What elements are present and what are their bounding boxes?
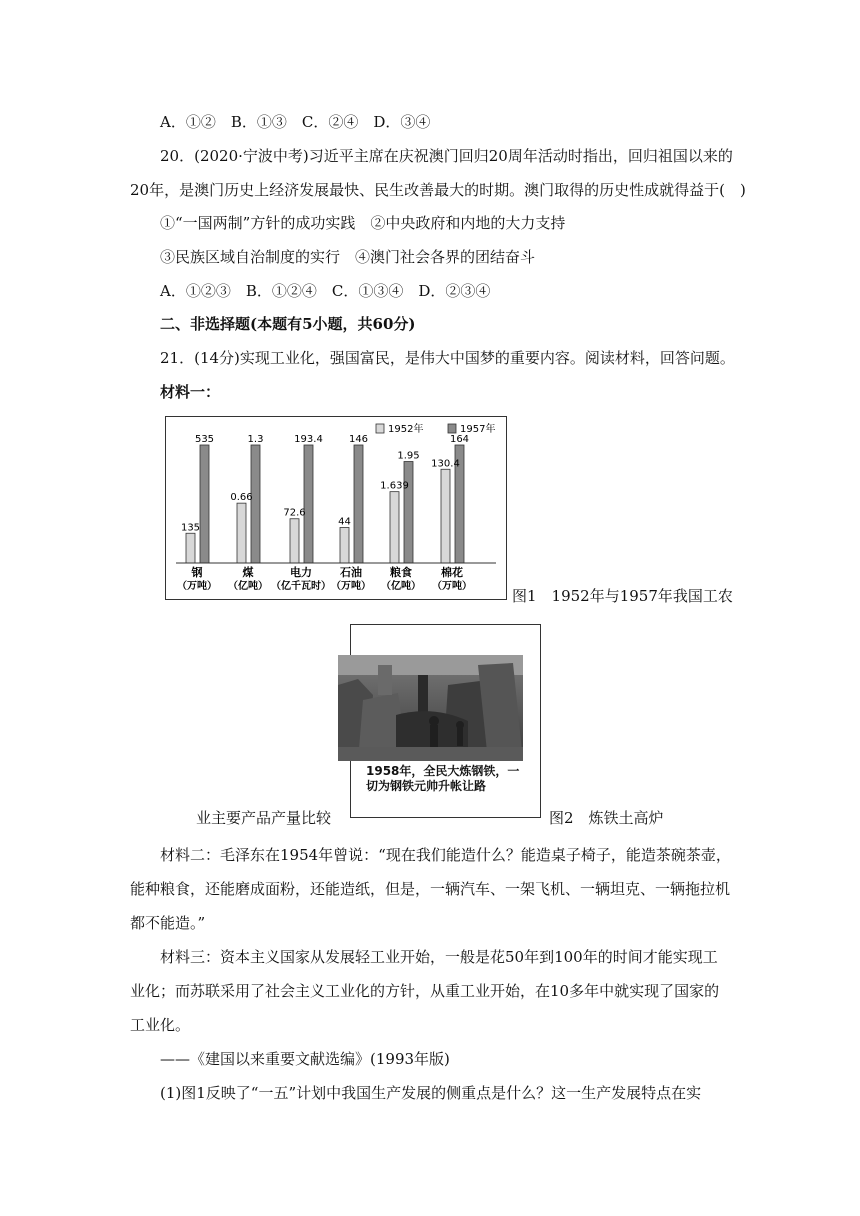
data-label-1957-4: 1.95 xyxy=(397,450,420,462)
unit-label-0: （万吨） xyxy=(177,581,217,592)
figure1-caption-a: 图1 1952年与1957年我国工农 xyxy=(512,587,733,605)
unit-label-2: （亿千瓦时） xyxy=(271,581,331,592)
data-label-1957-2: 193.4 xyxy=(294,434,323,445)
unit-label-5: （万吨） xyxy=(432,581,472,592)
legend-swatch-1952 xyxy=(376,424,384,433)
material3-line3: 工业化。 xyxy=(130,1016,191,1034)
unit-label-1: （亿吨） xyxy=(228,581,268,592)
legend-swatch-1957 xyxy=(448,424,456,433)
category-label-5: 棉花 xyxy=(441,566,463,579)
material1-label: 材料一： xyxy=(160,383,221,401)
data-label-1952-4: 1.639 xyxy=(380,480,409,492)
data-label-1952-5: 130.4 xyxy=(431,458,460,470)
q20-stem-line1: 20．(2020·宁波中考)习近平主席在庆祝澳门回归20周年活动时指出，回归祖国以来的 xyxy=(160,147,733,165)
q21-intro: 21．(14分)实现工业化，强国富民，是伟大中国梦的重要内容。阅读材料，回答问题。 xyxy=(160,349,735,367)
bar-1952-3 xyxy=(340,527,349,563)
bar-1952-4 xyxy=(390,492,399,563)
photo-caption-line2: 切为钢铁元帅升帐让路 xyxy=(366,779,487,793)
source-citation: ——《建国以来重要文献选编》(1993年版) xyxy=(160,1050,450,1068)
bar-1952-5 xyxy=(441,469,450,563)
q20-stem-line2: 20年，是澳门历史上经济发展最快、民生改善最大的时期。澳门取得的历史性成就得益于( ) xyxy=(130,181,746,199)
q21-part1: (1)图1反映了“一五”计划中我国生产发展的侧重点是什么？这一生产发展特点在实 xyxy=(160,1084,702,1102)
data-label-1957-5: 164 xyxy=(449,434,470,445)
unit-label-3: （万吨） xyxy=(331,581,371,592)
q20-items-1-2: ①“一国两制”方针的成功实践 ②中央政府和内地的大力支持 xyxy=(160,214,566,232)
data-label-1952-1: 0.66 xyxy=(230,492,253,504)
data-label-1957-1: 1.3 xyxy=(247,434,264,445)
data-label-1957-3: 146 xyxy=(348,434,369,445)
legend-label-1952: 1952年 xyxy=(388,424,424,435)
material2-line1: 材料二：毛泽东在1954年曾说：“现在我们能造什么？能造桌子椅子，能造茶碗茶壶， xyxy=(160,846,731,864)
material2-line2: 能种粮食，还能磨成面粉，还能造纸，但是，一辆汽车、一架飞机、一辆坦克、一辆拖拉机 xyxy=(130,880,731,898)
photo-caption-line1: 1958年，全民大炼钢铁，一 xyxy=(366,764,520,778)
photo-caption xyxy=(366,764,519,794)
data-label-1952-3: 44 xyxy=(338,516,351,528)
bar-1957-1 xyxy=(251,445,260,563)
figure2-caption: 图2 炼铁土高炉 xyxy=(549,809,664,827)
category-label-3: 石油 xyxy=(340,566,362,579)
category-label-1: 煤 xyxy=(242,566,254,579)
bar-chart xyxy=(166,417,506,599)
unit-label-4: （亿吨） xyxy=(381,581,421,592)
bar-1952-2 xyxy=(290,519,299,563)
bar-1957-0 xyxy=(200,445,209,563)
bar-1957-4 xyxy=(404,462,413,563)
data-label-1957-0: 535 xyxy=(194,434,215,445)
furnace-photo xyxy=(338,655,523,761)
q19-options: A．①② B．①③ C．②④ D．③④ xyxy=(160,113,431,131)
section-title: 二、非选择题(本题有5小题，共60分) xyxy=(160,315,416,333)
data-label-1952-2: 72.6 xyxy=(283,507,306,519)
q20-options: A．①②③ B．①②④ C．①③④ D．②③④ xyxy=(160,282,491,300)
material2-line3: 都不能造。” xyxy=(130,914,206,932)
bar-1957-3 xyxy=(354,445,363,563)
bar-1952-1 xyxy=(237,503,246,563)
figure1-chart xyxy=(165,416,507,600)
legend-label-1957: 1957年 xyxy=(460,424,496,435)
figure1-caption-b: 业主要产品产量比较 xyxy=(196,809,332,827)
bar-1957-2 xyxy=(304,445,313,563)
category-label-0: 钢 xyxy=(191,566,203,579)
category-label-4: 粮食 xyxy=(390,566,412,579)
material3-line1: 材料三：资本主义国家从发展轻工业开始，一般是花50年到100年的时间才能实现工 xyxy=(160,948,718,966)
bar-1952-0 xyxy=(186,533,195,563)
category-label-2: 电力 xyxy=(290,566,312,579)
material3-line2: 业化；而苏联采用了社会主义工业化的方针，从重工业开始，在10多年中就实现了国家的 xyxy=(130,982,720,1000)
q20-items-3-4: ③民族区域自治制度的实行 ④澳门社会各界的团结奋斗 xyxy=(160,248,536,266)
data-label-1952-0: 135 xyxy=(180,522,201,534)
